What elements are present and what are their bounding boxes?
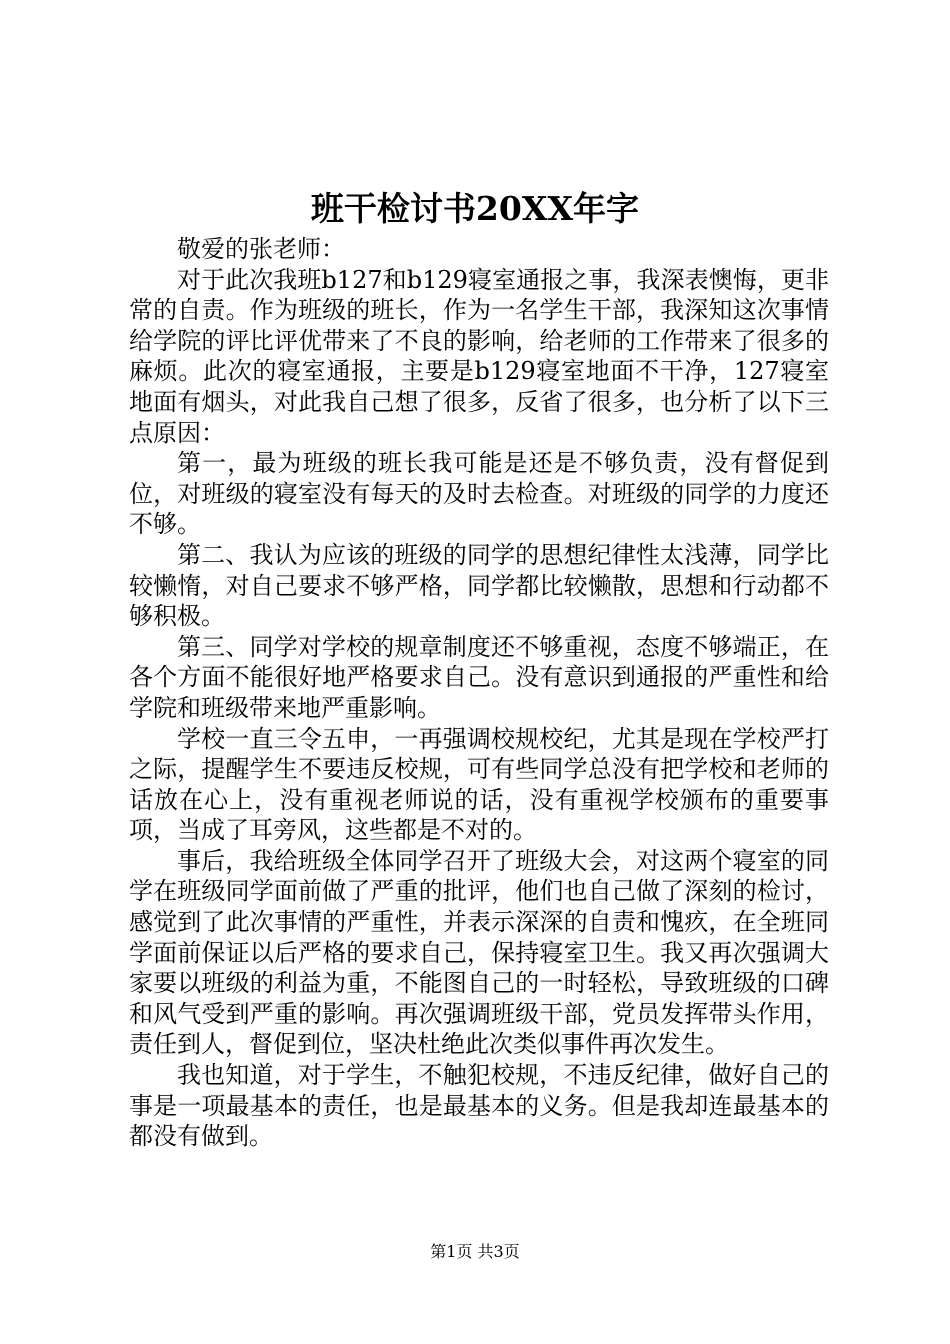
document-body — [129, 234, 829, 1152]
paragraph-3: 第二、我认为应该的班级的同学的思想纪律性太浅薄，同学比较懒惰，对自己要求不够严格，同学都比较懒散，思想和行动都不够积极。 — [129, 540, 829, 631]
paragraph-7: 我也知道，对于学生，不触犯校规，不违反纪律，做好自己的事是一项最基本的责任，也是最基本的义务。但是我却连最基本的都没有做到。 — [129, 1061, 829, 1151]
paragraph-4: 第三、同学对学校的规章制度还不够重视，态度不够端正，在各个方面不能很好地严格要求自己。没有意识到通报的严重性和给学院和班级带来地严重影响。 — [129, 632, 829, 722]
paragraph-6: 事后，我给班级全体同学召开了班级大会，对这两个寝室的同学在班级同学面前做了严重的批评，他们也自己做了深刻的检讨，感觉到了此次事情的严重性，并表示深深的自责和愧疚，在全班同学面前保证以后严格的要求自己，保持寝室卫生。我又再次强调大家要以班级的利益为重，不能图自己的一时轻松，导致班级的口碑和风气受到严重的影响。再次强调班级干部，党员发挥带头作用，责任到人，督促到位，坚决杜绝此次类似事件再次发生。 — [129, 846, 829, 1059]
page-number: 第1页 共3页 — [430, 1242, 520, 1261]
paragraph-2: 第一，最为班级的班长我可能是还是不够负责，没有督促到位，对班级的寝室没有每天的及时去检查。对班级的同学的力度还不够。 — [129, 449, 829, 539]
salutation: 敬爱的张老师： — [177, 235, 345, 263]
document-title: 班干检讨书20XX年字 — [310, 189, 640, 228]
paragraph-5: 学校一直三令五申，一再强调校规校纪，尤其是现在学校严打之际，提醒学生不要违反校规，可有些同学总没有把学校和老师的话放在心上，没有重视老师说的话，没有重视学校颁布的重要事项，当成了耳旁风，这些都是不对的。 — [129, 724, 829, 845]
paragraph-1: 对于此次我班b127和b129寝室通报之事，我深表懊悔，更非常的自责。作为班级的班长，作为一名学生干部，我深知这次事情给学院的评比评优带来了不良的影响，给老师的工作带来了很多的麻烦。此次的寝室通报，主要是b129寝室地面不干净，127寝室地面有烟头，对此我自己想了很多，反省了很多，也分析了以下三点原因： — [129, 265, 829, 447]
